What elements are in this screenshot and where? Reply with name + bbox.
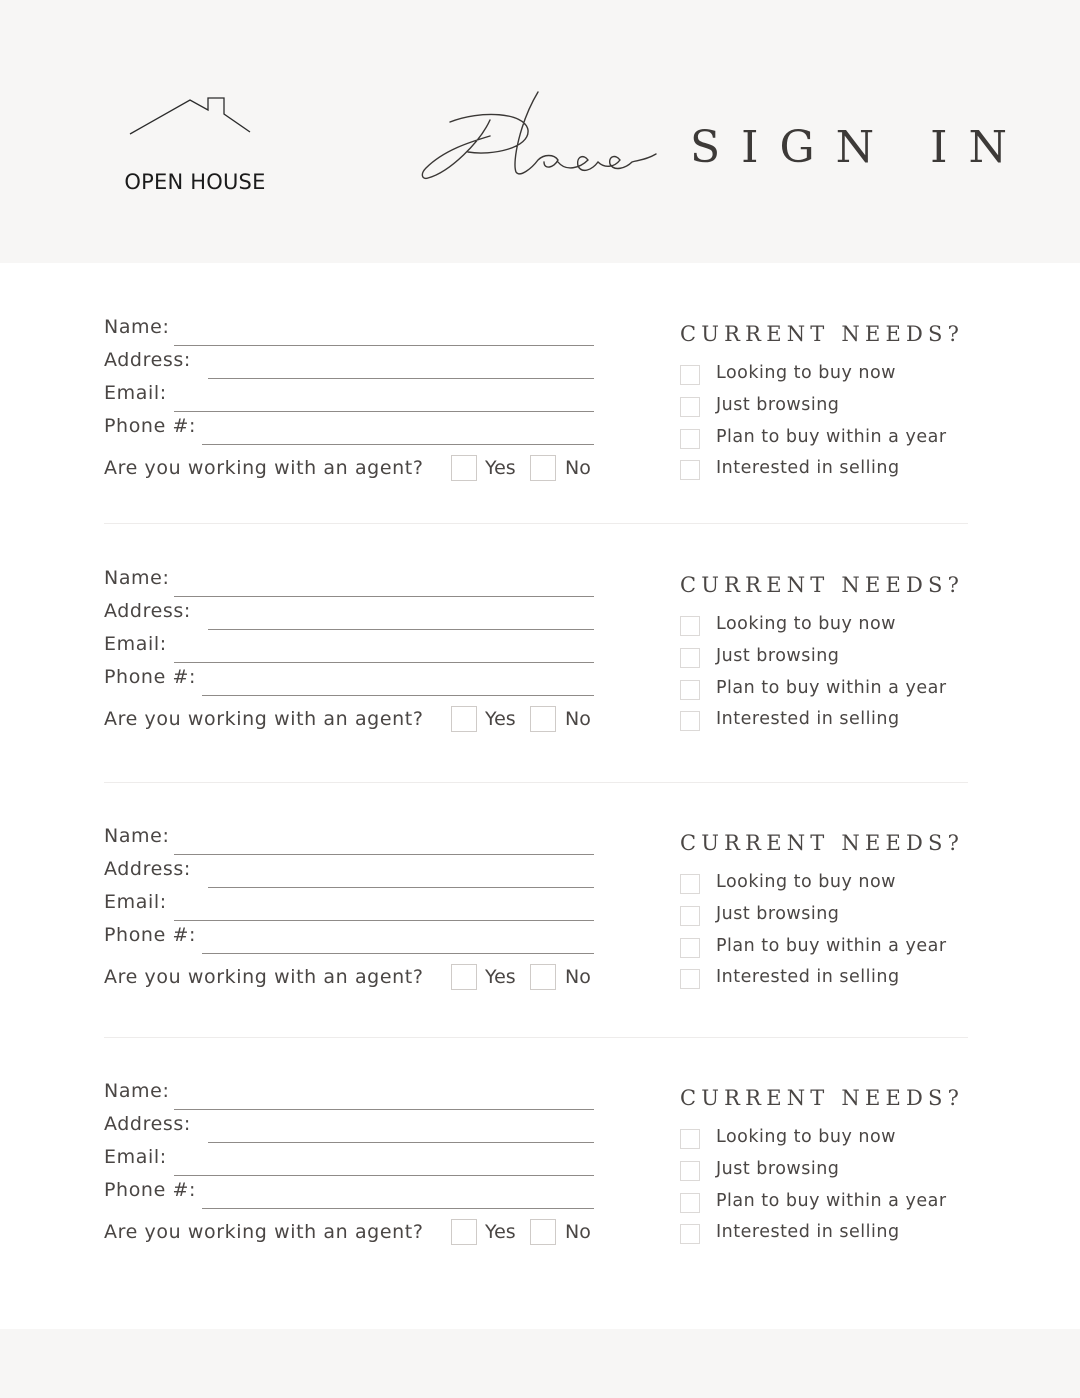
phone-field-2[interactable] bbox=[104, 666, 594, 696]
email-field-4[interactable] bbox=[104, 1146, 594, 1176]
need-label: Plan to buy within a year bbox=[716, 1191, 947, 1211]
need-checkbox[interactable] bbox=[680, 365, 700, 385]
phone-label: Phone #: bbox=[104, 666, 197, 688]
address-label: Address: bbox=[104, 1113, 191, 1135]
name-field-2[interactable] bbox=[104, 567, 594, 597]
entry-divider bbox=[104, 782, 968, 783]
name-label: Name: bbox=[104, 316, 170, 338]
name-field-3[interactable] bbox=[104, 825, 594, 855]
email-field-3[interactable] bbox=[104, 891, 594, 921]
need-option[interactable] bbox=[680, 395, 980, 419]
email-input-line[interactable] bbox=[174, 662, 594, 663]
agent-yes-checkbox[interactable] bbox=[451, 1219, 477, 1245]
phone-field-1[interactable] bbox=[104, 415, 594, 445]
phone-input-line[interactable] bbox=[202, 1208, 594, 1209]
address-field-2[interactable] bbox=[104, 600, 594, 630]
current-needs-title: CURRENT NEEDS? bbox=[680, 573, 965, 597]
email-field-1[interactable] bbox=[104, 382, 594, 412]
need-checkbox[interactable] bbox=[680, 397, 700, 417]
need-option[interactable] bbox=[680, 936, 980, 960]
need-label: Looking to buy now bbox=[716, 614, 896, 634]
need-option[interactable] bbox=[680, 1222, 980, 1246]
agent-question-text: Are you working with an agent? bbox=[104, 1221, 424, 1243]
need-label: Just browsing bbox=[716, 646, 840, 666]
need-label: Interested in selling bbox=[716, 458, 900, 478]
need-label: Looking to buy now bbox=[716, 363, 896, 383]
phone-input-line[interactable] bbox=[202, 695, 594, 696]
address-input-line[interactable] bbox=[208, 629, 594, 630]
name-label: Name: bbox=[104, 1080, 170, 1102]
name-field-4[interactable] bbox=[104, 1080, 594, 1110]
email-input-line[interactable] bbox=[174, 920, 594, 921]
need-label: Interested in selling bbox=[716, 709, 900, 729]
phone-label: Phone #: bbox=[104, 415, 197, 437]
need-checkbox[interactable] bbox=[680, 460, 700, 480]
agent-no-checkbox[interactable] bbox=[530, 706, 556, 732]
email-label: Email: bbox=[104, 1146, 167, 1168]
name-field-1[interactable] bbox=[104, 316, 594, 346]
need-option[interactable] bbox=[680, 904, 980, 928]
agent-yes-label: Yes bbox=[485, 457, 516, 479]
address-field-4[interactable] bbox=[104, 1113, 594, 1143]
house-roof-icon bbox=[128, 96, 254, 136]
name-input-line[interactable] bbox=[174, 854, 594, 855]
email-label: Email: bbox=[104, 633, 167, 655]
email-input-line[interactable] bbox=[174, 1175, 594, 1176]
need-checkbox[interactable] bbox=[680, 711, 700, 731]
need-label: Interested in selling bbox=[716, 1222, 900, 1242]
need-checkbox[interactable] bbox=[680, 1224, 700, 1244]
current-needs-title: CURRENT NEEDS? bbox=[680, 1086, 965, 1110]
phone-input-line[interactable] bbox=[202, 444, 594, 445]
need-label: Plan to buy within a year bbox=[716, 427, 947, 447]
entry-divider bbox=[104, 523, 968, 524]
need-option[interactable] bbox=[680, 363, 980, 387]
agent-question-text: Are you working with an agent? bbox=[104, 966, 424, 988]
address-label: Address: bbox=[104, 858, 191, 880]
phone-label: Phone #: bbox=[104, 1179, 197, 1201]
need-option[interactable] bbox=[680, 1159, 980, 1183]
name-input-line[interactable] bbox=[174, 345, 594, 346]
agent-no-checkbox[interactable] bbox=[530, 455, 556, 481]
please-script-graphic bbox=[420, 82, 670, 192]
need-label: Just browsing bbox=[716, 1159, 840, 1179]
footer-band bbox=[0, 1329, 1080, 1398]
address-input-line[interactable] bbox=[208, 1142, 594, 1143]
need-option[interactable] bbox=[680, 427, 980, 451]
email-label: Email: bbox=[104, 382, 167, 404]
current-needs-title: CURRENT NEEDS? bbox=[680, 831, 965, 855]
agent-yes-label: Yes bbox=[485, 1221, 516, 1243]
agent-yes-checkbox[interactable] bbox=[451, 964, 477, 990]
phone-field-4[interactable] bbox=[104, 1179, 594, 1209]
need-checkbox[interactable] bbox=[680, 648, 700, 668]
address-label: Address: bbox=[104, 600, 191, 622]
agent-no-checkbox[interactable] bbox=[530, 964, 556, 990]
agent-question-2 bbox=[104, 708, 604, 738]
agent-yes-checkbox[interactable] bbox=[451, 455, 477, 481]
need-label: Just browsing bbox=[716, 904, 840, 924]
need-checkbox[interactable] bbox=[680, 938, 700, 958]
need-checkbox[interactable] bbox=[680, 874, 700, 894]
address-input-line[interactable] bbox=[208, 378, 594, 379]
agent-no-label: No bbox=[565, 966, 591, 988]
agent-yes-checkbox[interactable] bbox=[451, 706, 477, 732]
address-field-1[interactable] bbox=[104, 349, 594, 379]
address-label: Address: bbox=[104, 349, 191, 371]
need-option[interactable] bbox=[680, 1191, 980, 1215]
name-label: Name: bbox=[104, 825, 170, 847]
title-script-please bbox=[420, 82, 670, 192]
logo-text: OPEN HOUSE bbox=[124, 170, 266, 194]
need-checkbox[interactable] bbox=[680, 906, 700, 926]
need-option[interactable] bbox=[680, 614, 980, 638]
need-option[interactable] bbox=[680, 458, 980, 482]
phone-input-line[interactable] bbox=[202, 953, 594, 954]
need-checkbox[interactable] bbox=[680, 616, 700, 636]
phone-field-3[interactable] bbox=[104, 924, 594, 954]
need-option[interactable] bbox=[680, 646, 980, 670]
need-checkbox[interactable] bbox=[680, 1193, 700, 1213]
agent-question-1 bbox=[104, 457, 604, 487]
need-label: Looking to buy now bbox=[716, 1127, 896, 1147]
need-label: Looking to buy now bbox=[716, 872, 896, 892]
need-label: Just browsing bbox=[716, 395, 840, 415]
need-option[interactable] bbox=[680, 1127, 980, 1151]
email-field-2[interactable] bbox=[104, 633, 594, 663]
address-input-line[interactable] bbox=[208, 887, 594, 888]
need-option[interactable] bbox=[680, 678, 980, 702]
email-input-line[interactable] bbox=[174, 411, 594, 412]
title-sign-in: SIGN IN bbox=[690, 122, 1029, 173]
need-option[interactable] bbox=[680, 967, 980, 991]
agent-question-3 bbox=[104, 966, 604, 996]
need-label: Plan to buy within a year bbox=[716, 678, 947, 698]
open-house-logo bbox=[100, 90, 290, 200]
agent-question-text: Are you working with an agent? bbox=[104, 457, 424, 479]
email-label: Email: bbox=[104, 891, 167, 913]
name-input-line[interactable] bbox=[174, 1109, 594, 1110]
need-label: Plan to buy within a year bbox=[716, 936, 947, 956]
need-checkbox[interactable] bbox=[680, 969, 700, 989]
phone-label: Phone #: bbox=[104, 924, 197, 946]
name-label: Name: bbox=[104, 567, 170, 589]
agent-question-text: Are you working with an agent? bbox=[104, 708, 424, 730]
agent-no-label: No bbox=[565, 708, 591, 730]
need-option[interactable] bbox=[680, 709, 980, 733]
need-label: Interested in selling bbox=[716, 967, 900, 987]
agent-no-label: No bbox=[565, 457, 591, 479]
need-checkbox[interactable] bbox=[680, 429, 700, 449]
address-field-3[interactable] bbox=[104, 858, 594, 888]
name-input-line[interactable] bbox=[174, 596, 594, 597]
entry-divider bbox=[104, 1037, 968, 1038]
agent-yes-label: Yes bbox=[485, 708, 516, 730]
agent-no-label: No bbox=[565, 1221, 591, 1243]
agent-yes-label: Yes bbox=[485, 966, 516, 988]
need-checkbox[interactable] bbox=[680, 1129, 700, 1149]
need-option[interactable] bbox=[680, 872, 980, 896]
agent-no-checkbox[interactable] bbox=[530, 1219, 556, 1245]
agent-question-4 bbox=[104, 1221, 604, 1251]
need-checkbox[interactable] bbox=[680, 680, 700, 700]
need-checkbox[interactable] bbox=[680, 1161, 700, 1181]
current-needs-title: CURRENT NEEDS? bbox=[680, 322, 965, 346]
